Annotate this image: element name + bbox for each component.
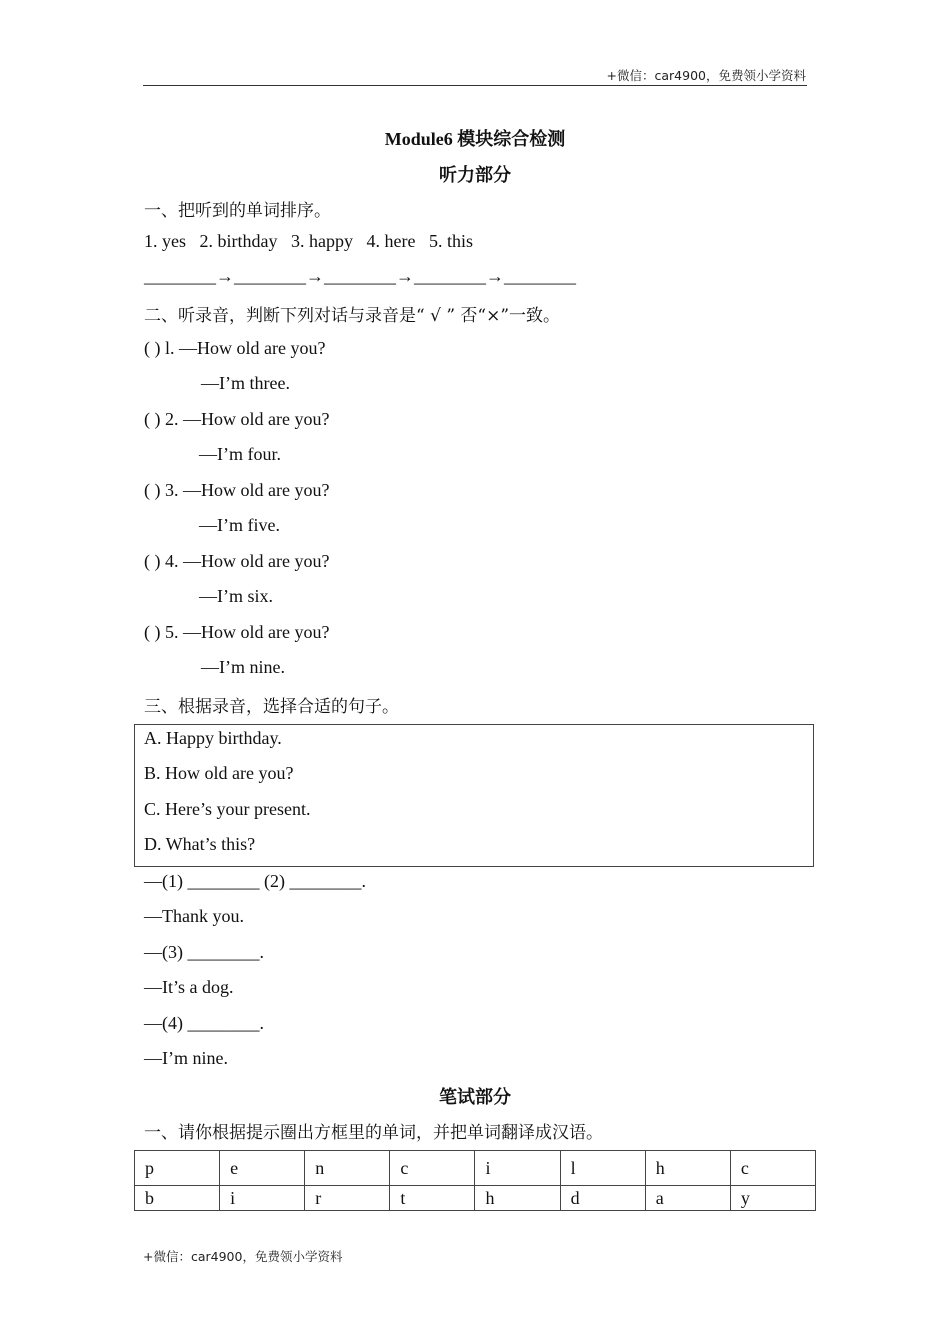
- listening-heading: 听力部分: [439, 165, 511, 185]
- letter-cell: a: [645, 1186, 730, 1211]
- letter-cell: t: [390, 1186, 475, 1211]
- dialogue-line: —(4) ________.: [144, 1013, 264, 1033]
- part2-item-answer: —I’m five.: [199, 515, 280, 535]
- option-b: B. How old are you?: [144, 763, 294, 783]
- part2-item-question: ( ) l. —How old are you?: [144, 338, 326, 358]
- part3-instruction: 三、根据录音，选择合适的句子。: [144, 697, 399, 717]
- letter-cell: c: [390, 1151, 475, 1186]
- part2-instruction: 二、听录音，判断下列对话与录音是“ √ ” 否“×”一致。: [144, 306, 561, 326]
- part2-item-question: ( ) 2. —How old are you?: [144, 409, 330, 429]
- header-watermark-text: +微信：car4900，免费领小学资料: [606, 68, 806, 83]
- page-title: Module6 模块综合检测: [384, 129, 566, 149]
- part2-item-answer: —I’m nine.: [201, 657, 285, 677]
- letter-grid: [134, 1150, 816, 1211]
- dialogue-line: —(3) ________.: [144, 942, 264, 962]
- writing-heading: 笔试部分: [439, 1087, 511, 1107]
- letter-cell: p: [135, 1151, 220, 1186]
- letter-cell: b: [135, 1186, 220, 1211]
- part2-item-answer: —I’m three.: [201, 373, 290, 393]
- letter-cell: r: [305, 1186, 390, 1211]
- part2-item-question: ( ) 5. —How old are you?: [144, 622, 330, 642]
- options-box: [134, 724, 814, 867]
- dialogue-line: —(1) ________ (2) ________.: [144, 871, 366, 891]
- part2-item-answer: —I’m six.: [199, 586, 273, 606]
- option-a: A. Happy birthday.: [144, 728, 282, 748]
- letter-cell: d: [560, 1186, 645, 1211]
- writing-part1-instruction: 一、请你根据提示圈出方框里的单词，并把单词翻译成汉语。: [144, 1123, 603, 1143]
- footer-watermark-text: +微信：car4900，免费领小学资料: [143, 1249, 343, 1264]
- letter-grid-row: [135, 1186, 816, 1211]
- option-d: D. What’s this?: [144, 834, 256, 854]
- part2-item-question: ( ) 4. —How old are you?: [144, 551, 330, 571]
- header-rule: [143, 85, 807, 86]
- dialogue-line: —I’m nine.: [144, 1048, 228, 1068]
- dialogue-line: —It’s a dog.: [144, 977, 234, 997]
- part1-instruction: 一、把听到的单词排序。: [144, 201, 331, 221]
- option-c: C. Here’s your present.: [144, 799, 311, 819]
- letter-cell: y: [730, 1186, 815, 1211]
- part2-item-answer: —I’m four.: [199, 444, 281, 464]
- letter-cell: h: [475, 1186, 560, 1211]
- dialogue-line: —Thank you.: [144, 906, 244, 926]
- letter-cell: i: [220, 1186, 305, 1211]
- letter-cell: i: [475, 1151, 560, 1186]
- letter-cell: n: [305, 1151, 390, 1186]
- part2-item-question: ( ) 3. —How old are you?: [144, 480, 330, 500]
- letter-grid-row: [135, 1151, 816, 1186]
- part1-answer-line: ________→________→________→________→________: [144, 266, 576, 286]
- letter-cell: c: [730, 1151, 815, 1186]
- letter-cell: l: [560, 1151, 645, 1186]
- part1-word-list: 1. yes 2. birthday 3. happy 4. here 5. this: [144, 231, 473, 251]
- letter-cell: h: [645, 1151, 730, 1186]
- letter-cell: e: [220, 1151, 305, 1186]
